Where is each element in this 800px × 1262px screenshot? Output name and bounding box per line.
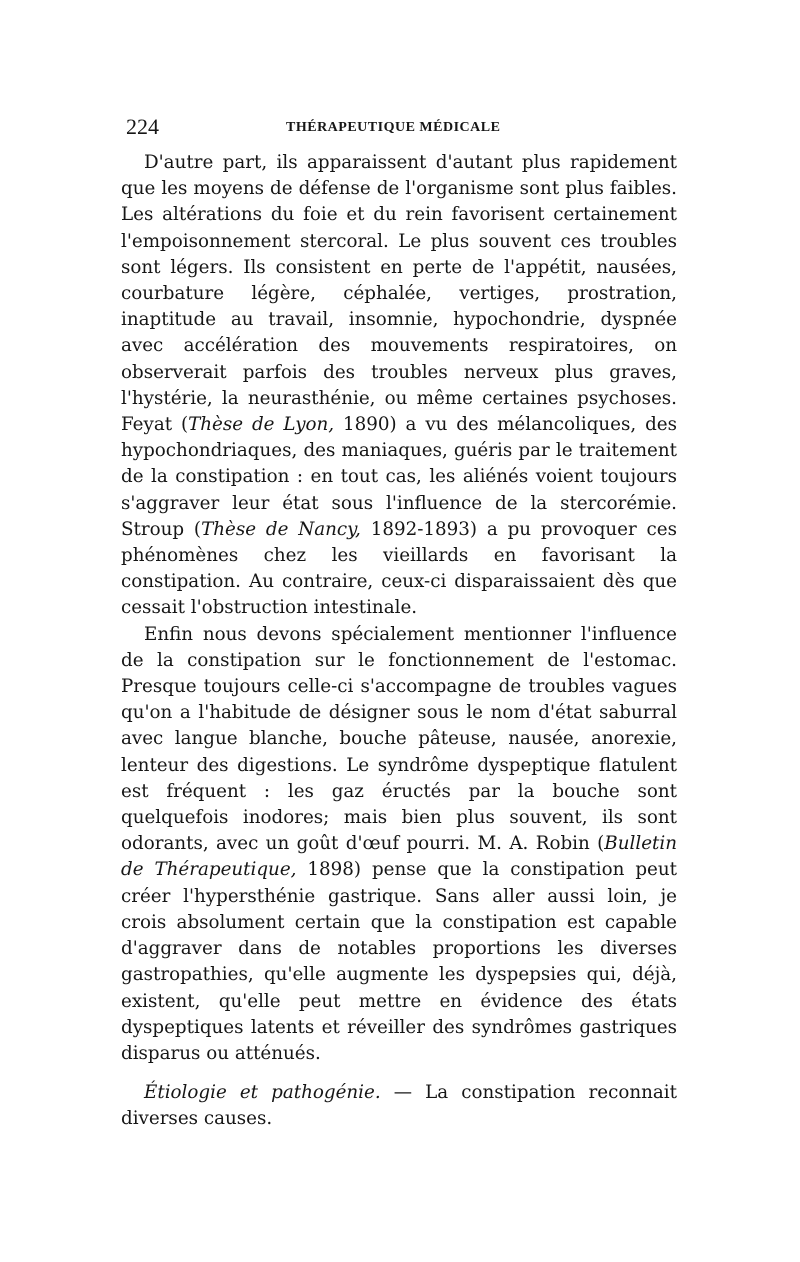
text-segment: — La constipation reconnait diverses causes. <box>121 1082 677 1130</box>
text-segment: Enfin nous devons spécialement mentionner l'influence de la constipation sur le fonctionnement de l'estomac. Presque toujours celle-ci s'accompagne de troubles vagues qu'on a l'habitude de désigner sous le nom d'état saburral avec langue blanche, bouche pâteuse, nausée, anorexie, lenteur des digestions. Le syndrôme dyspeptique flatulent est fréquent : les gaz éructés par la bouche sont quelquefois inodores; mais bien plus souvent, ils sont odorants, avec un goût d'œuf pourri. M. A. Robin ( <box>121 623 677 855</box>
text-segment: 1892-1893) a pu provoquer ces phénomènes chez les vieillards en favorisant la constipation. Au contraire, ceux-ci disparaissaient dès que cessait l'obstruction intestinale. <box>121 518 678 619</box>
paragraph-etiologie <box>121 1080 677 1132</box>
paragraph-constipation-effects <box>121 150 677 622</box>
body-text <box>121 150 677 1133</box>
text-segment: 1890) a vu des mélancoliques, des hypochondriaques, des maniaques, guéris par le traitement de la constipation : en tout cas, les aliénés voient toujours s'aggraver leur état sous l'influence de la stercorémie. Stroup ( <box>121 414 677 540</box>
text-segment: 1898) pense que la constipation peut créer l'hypersthénie gastrique. Sans aller aussi loin, je crois absolument certain que la constipation est capable d'aggraver dans de notables proportions les diverses gastropathies, qu'elle augmente les dyspepsies qui, déjà, existent, qu'elle peut mettre en évidence des états dyspeptiques latents et réveiller des syndrômes gastriques disparus ou atténués. <box>121 859 677 1064</box>
running-title: THÉRAPEUTIQUE MÉDICALE <box>286 120 501 135</box>
citation-these-nancy: Thèse de Nancy, <box>201 518 361 540</box>
paragraph-stomac <box>121 622 677 1067</box>
citation-bulletin-therapeutique: Bulletin de Thérapeutique, <box>121 833 677 881</box>
text-segment: D'autre part, ils apparaissent d'autant plus rapidement que les moyens de défense de l'organisme sont plus faibles. Les altérations du foie et du rein favorisent certainement l'empoisonnement stercoral. Le plus souvent ces troubles sont légers. Ils consistent en perte de l'appétit, nausées, courbature légère, céphalée, vertiges, prostration, inaptitude au travail, insomnie, hypochondrie, dyspnée avec accélération des mouvements respiratoires, on observerait parfois des troubles nerveux plus graves, l'hystérie, la neurasthénie, ou même certaines psychoses. Feyat ( <box>121 152 677 436</box>
citation-these-lyon: Thèse de Lyon, <box>188 414 335 436</box>
page-header <box>126 114 677 140</box>
page-number: 224 <box>126 114 159 139</box>
section-heading: Étiologie et pathogénie. <box>144 1082 381 1104</box>
